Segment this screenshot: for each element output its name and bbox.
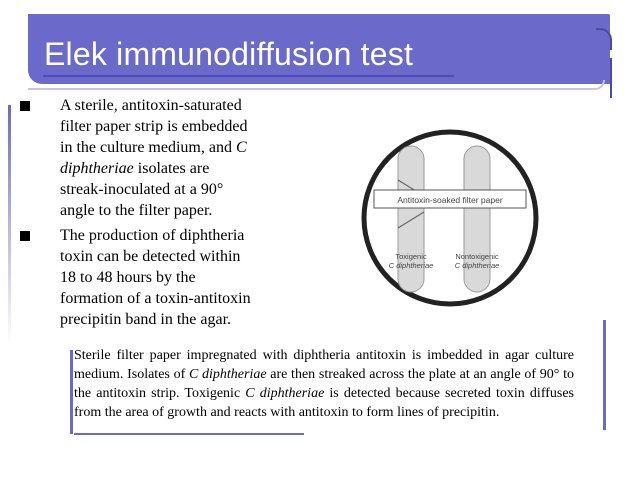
toxigenic-streak	[398, 146, 424, 292]
strip-label: Antitoxin-soaked filter paper	[397, 195, 503, 205]
toxigenic-label: Toxigenic	[395, 252, 427, 261]
slide-title: Elek immunodiffusion test	[44, 36, 414, 72]
bullet-item-1	[18, 95, 288, 221]
frame-right-line	[603, 320, 606, 430]
title-underline	[43, 75, 454, 77]
bullet-text-1: A sterile, antitoxin-saturated filter paper strip is embedded in the culture medium, and C diphtheriae isolates are streak-inoculated at a 90° angle to the filter paper.	[60, 97, 248, 219]
nontoxigenic-species-label: C diphtheriae	[454, 261, 500, 270]
bullet-list	[18, 95, 288, 334]
bullet-square-icon	[20, 231, 30, 241]
frame-left-line	[8, 105, 11, 345]
toxigenic-species-label: C diphtheriae	[388, 261, 434, 270]
caption-left-line	[70, 350, 73, 434]
figure-caption: Sterile filter paper impregnated with diphtheria antitoxin is imbedded in agar culture medium. Isolates of C diphtheriae are then streaked across the plate at an angle of 90° to the antitoxin strip. Toxigenic C diphtheriae is detected because secreted toxin diffuses from the area of growth and reacts with antitoxin to form lines of precipitin.	[74, 348, 575, 420]
nontoxigenic-streak	[464, 146, 490, 292]
bullet-text-2: The production of diphtheria toxin can be detected within 18 to 48 hours by the formation of a toxin-antitoxin precipitin band in the agar.	[60, 227, 251, 328]
elek-plate-diagram	[360, 128, 540, 308]
title-bar-shadow	[28, 80, 605, 90]
bullet-square-icon	[20, 101, 30, 111]
title-accent-side	[600, 58, 612, 98]
nontoxigenic-label: Nontoxigenic	[455, 252, 499, 261]
bullet-item-2	[18, 225, 288, 330]
caption-underline	[74, 433, 304, 435]
petri-dish	[364, 132, 536, 304]
